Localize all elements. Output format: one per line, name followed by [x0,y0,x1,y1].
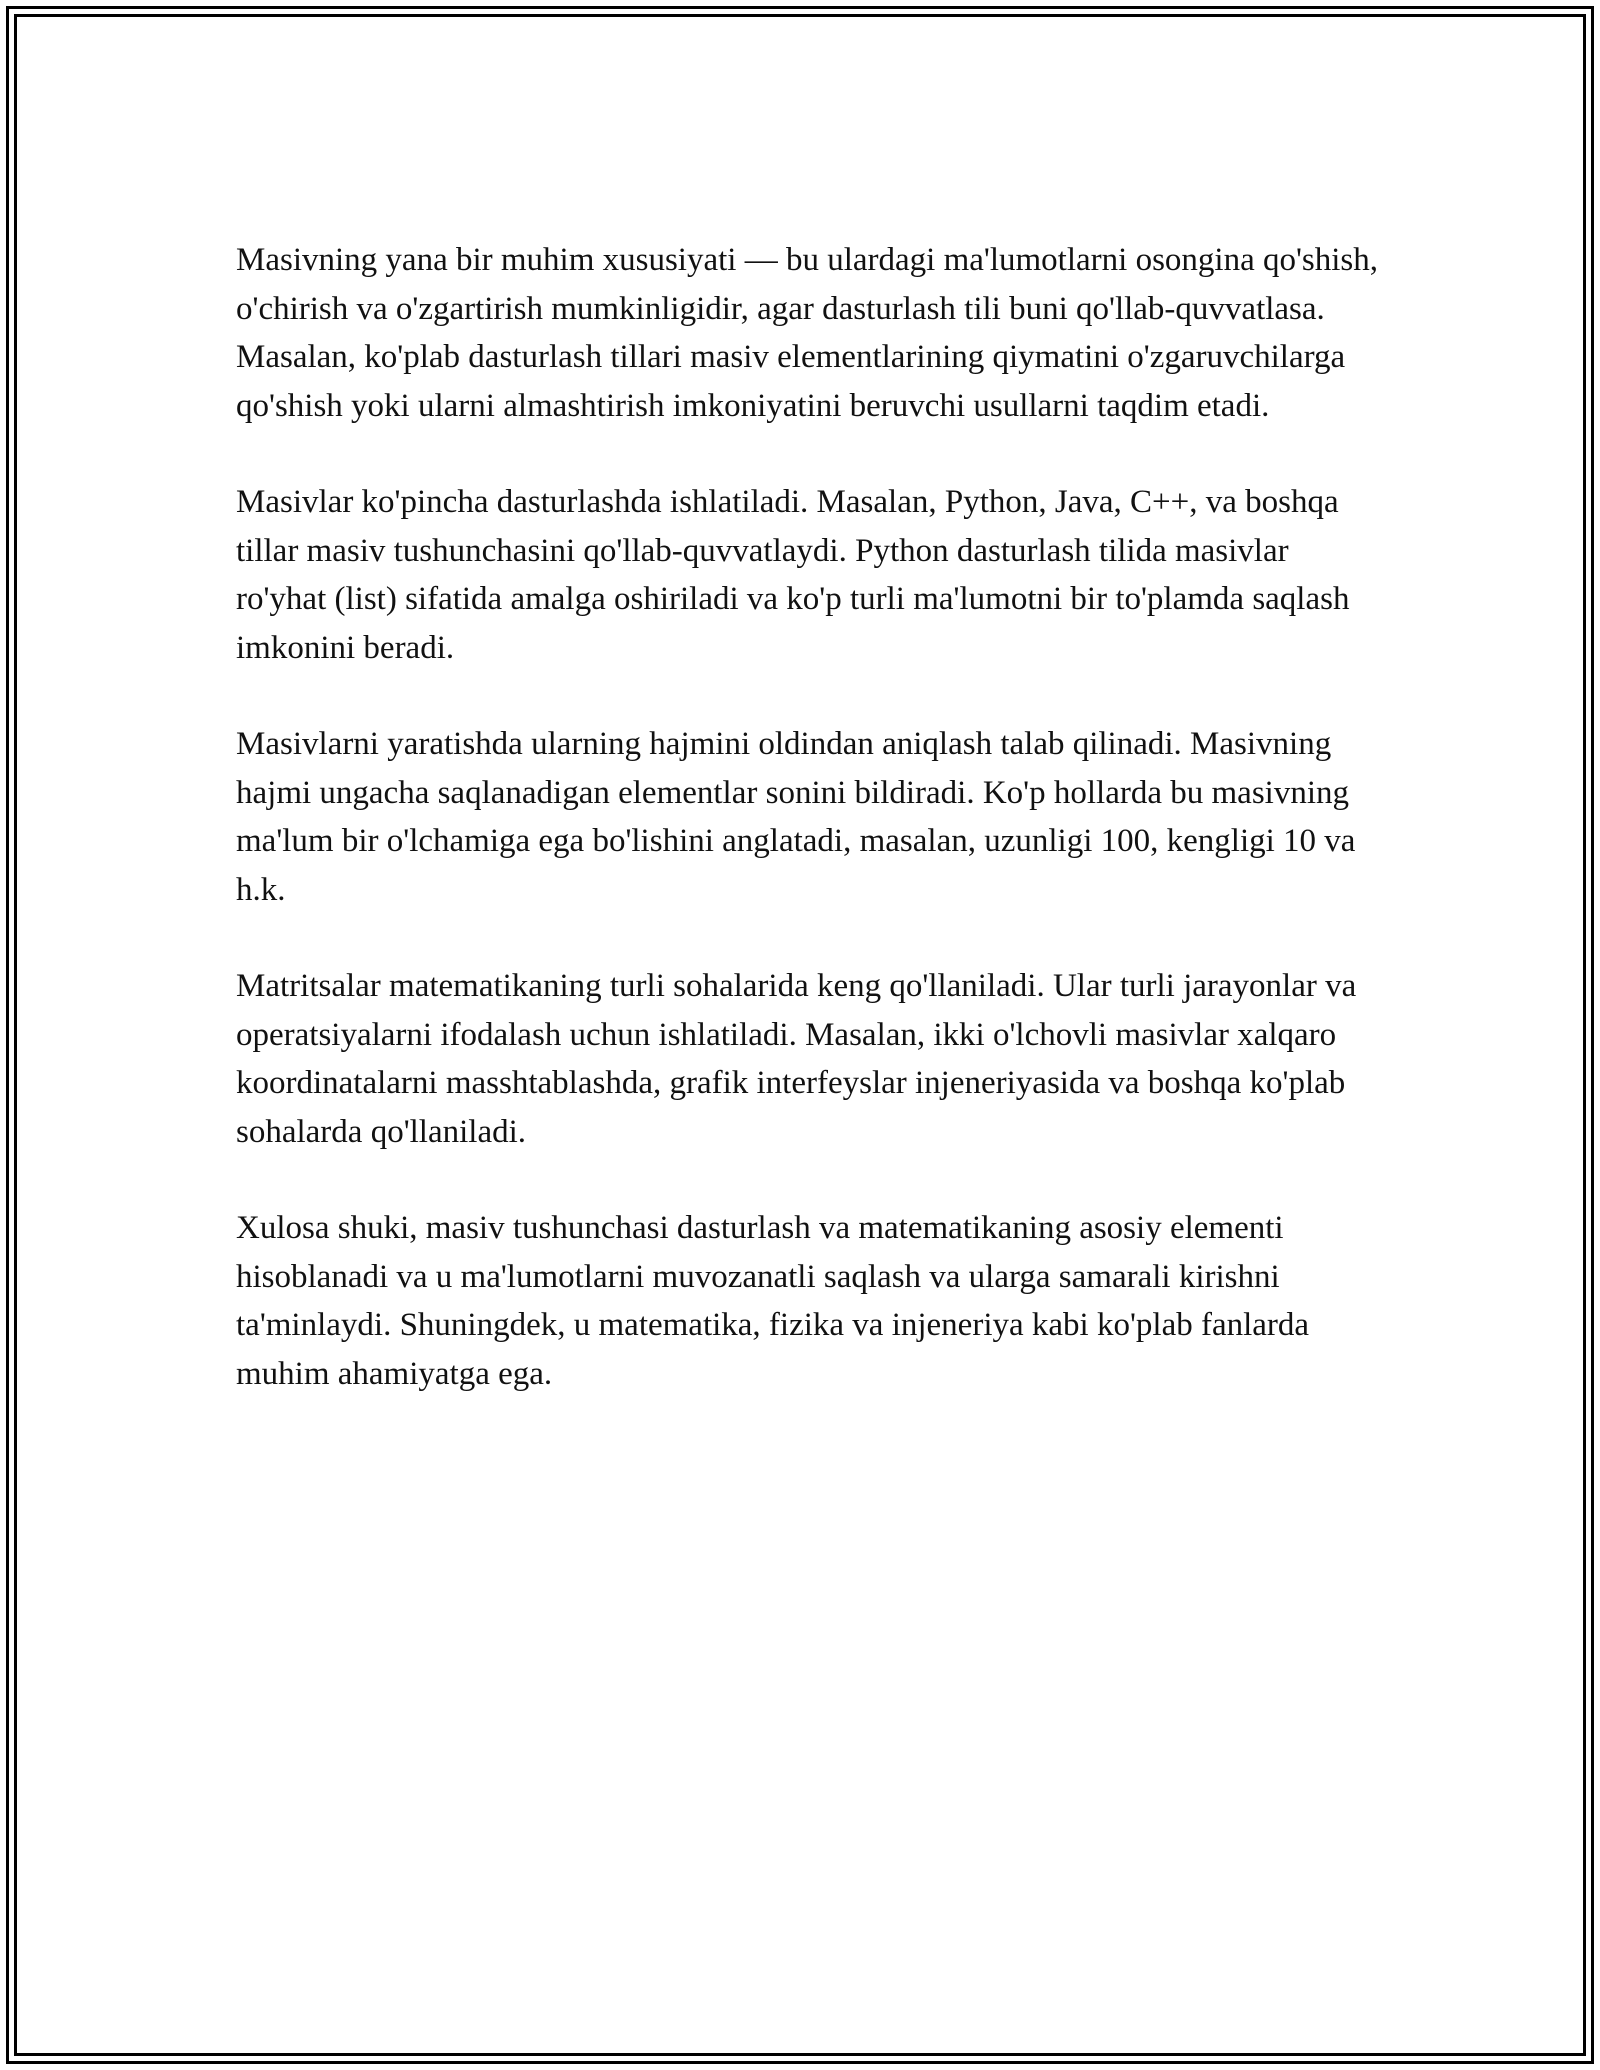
paragraph-conclusion: Xulosa shuki, masiv tushunchasi dasturlash va matematikaning asosiy elementi hisoblanadi va u ma'lumotlarni muvozanatli saqlash va ularga samarali kirishni ta'minlaydi. Shuningdek, u matematika, fizika va injeneriya kabi ko'plab fanlarda muhim ahamiyatga ega. [236,1210,1310,1392]
document-body [236,236,1384,1398]
paragraph-matrices: Matritsalar matematikaning turli sohalarida keng qo'llaniladi. Ular turli jarayonlar va operatsiyalarni ifodalash uchun ishlatiladi. Masalan, ikki o'lchovli masivlar xalqaro koordinatalarni masshtablashda, grafik interfeyslar injeneriyasida va boshqa ko'plab sohalarda qo'llaniladi. [236,968,1357,1150]
paragraph-array-size: Masivlarni yaratishda ularning hajmini oldindan aniqlash talab qilinadi. Masivning hajmi ungacha saqlanadigan elementlar sonini bildiradi. Ko'p hollarda bu masivning ma'lum bir o'lchamiga ega bo'lishini anglatadi, masalan, uzunligi 100, kengligi 10 va h.k. [236,726,1356,908]
paragraph-array-usage: Masivlar ko'pincha dasturlashda ishlatiladi. Masalan, Python, Java, C++, va boshqa tillar masiv tushunchasini qo'llab-quvvatlaydi. Python dasturlash tilida masivlar ro'yhat (list) sifatida amalga oshiriladi va ko'p turli ma'lumotni bir to'plamda saqlash imkonini beradi. [236,484,1350,666]
paragraph-array-features: Masivning yana bir muhim xususiyati — bu ulardagi ma'lumotlarni osongina qo'shish, o'chirish va o'zgartirish mumkinligidir, agar dasturlash tili buni qo'llab-quvvatlasa. Masalan, ko'plab dasturlash tillari masiv elementlarining qiymatini o'zgaruvchilarga qo'shish yoki ularni almashtirish imkoniyatini beruvchi usullarni taqdim etadi. [236,242,1379,424]
